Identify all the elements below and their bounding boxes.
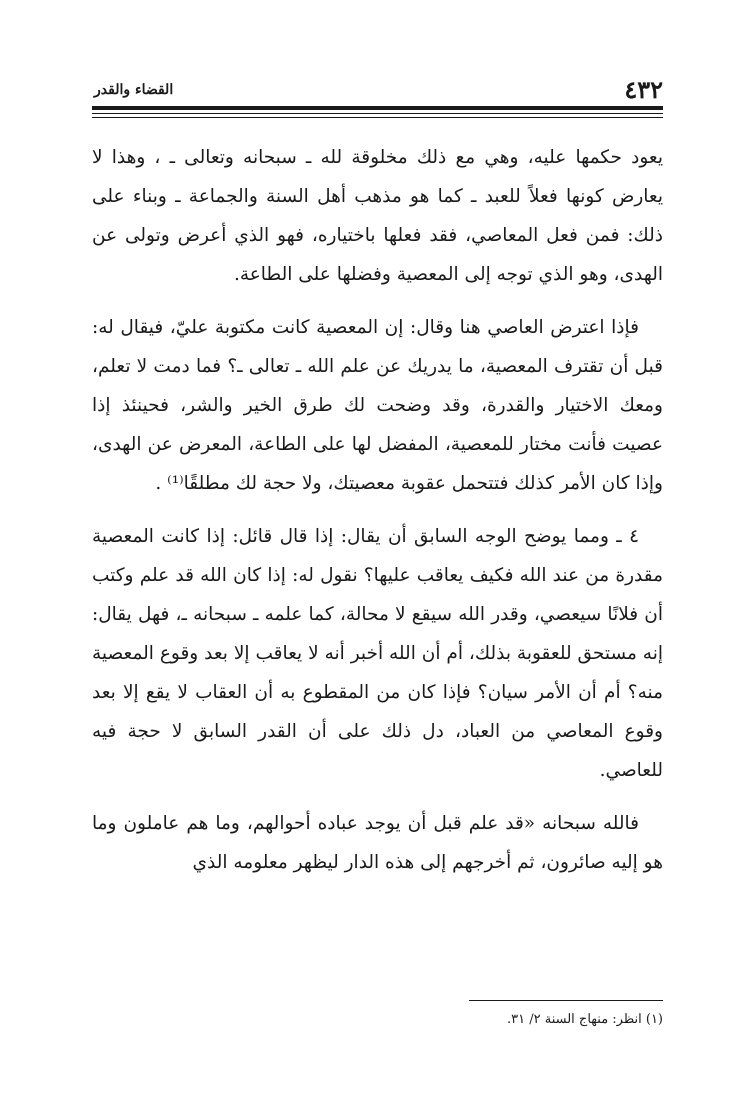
paragraph-4: فالله سبحانه «قد علم قبل أن يوجد عباده أحوالهم، وما هم عاملون وما هو إليه صائرون، ثم أخرجهم إلى هذه الدار ليظهر معلومه الذي xyxy=(92,813,663,873)
header-rule-thick xyxy=(92,106,663,110)
header-rule-thin-lower xyxy=(92,117,663,118)
footnote: (١) انظر: منهاج السنة ٢/ ٣١. xyxy=(506,1012,663,1027)
page-number: ٤٣٢ xyxy=(624,75,663,104)
paragraph-1: يعود حكمها عليه، وهي مع ذلك مخلوقة لله ـ سبحانه وتعالى ـ ، وهذا لا يعارض كونها فعلاً للعبد ـ كما هو مذهب أهل السنة والجماعة ـ وبناء على ذلك: فمن فعل المعاصي، فقد فعلها باختياره، فهو الذي أعرض وتولى عن الهدى، وهو الذي توجه إلى المعصية وفضلها على الطاعة. xyxy=(92,147,664,285)
header-rule-thin xyxy=(92,113,663,114)
paragraph-2: فإذا اعترض العاصي هنا وقال: إن المعصية كانت مكتوبة عليّ، فيقال له: قبل أن تقترف المعصية، ما يدريك عن علم الله ـ تعالى ـ؟ فما دمت لا تعلم، ومعك الاختيار والقدرة، وقد وضحت لك طرق الخير والشر، فحينئذ إذا عصيت فأنت مختار للمعصية، المفضل لها على الطاعة، المعرض عن الهدى، وإذا كان الأمر كذلك فتتحمل عقوبة معصيتك، ولا حجة لك مطلقًا⁽¹⁾ . xyxy=(92,317,663,494)
footnote-rule xyxy=(469,1000,663,1001)
running-title: القضاء والقدر xyxy=(94,82,174,98)
paragraph-3: ٤ ـ ومما يوضح الوجه السابق أن يقال: إذا قال قائل: إذا كانت المعصية مقدرة من عند الله فكيف يعاقب عليها؟ نقول له: إذا كان الله قد علم وكتب أن فلانًا سيعصي، وقدر الله سيقع لا محالة، كما علمه ـ سبحانه ـ، فهل يقال: إنه مستحق للعقوبة بذلك، أم أن الله أخبر أنه لا يعاقب إلا بعد وقوع المعصية منه؟ أم أن الأمر سيان؟ فإذا كان من المقطوع به أن العقاب لا يقع إلا بعد وقوع المعاصي من العباد، دل ذلك على أن القدر السابق لا حجة فيه للعاصي. xyxy=(92,526,663,781)
main-text xyxy=(92,138,663,896)
page-header xyxy=(94,75,663,104)
